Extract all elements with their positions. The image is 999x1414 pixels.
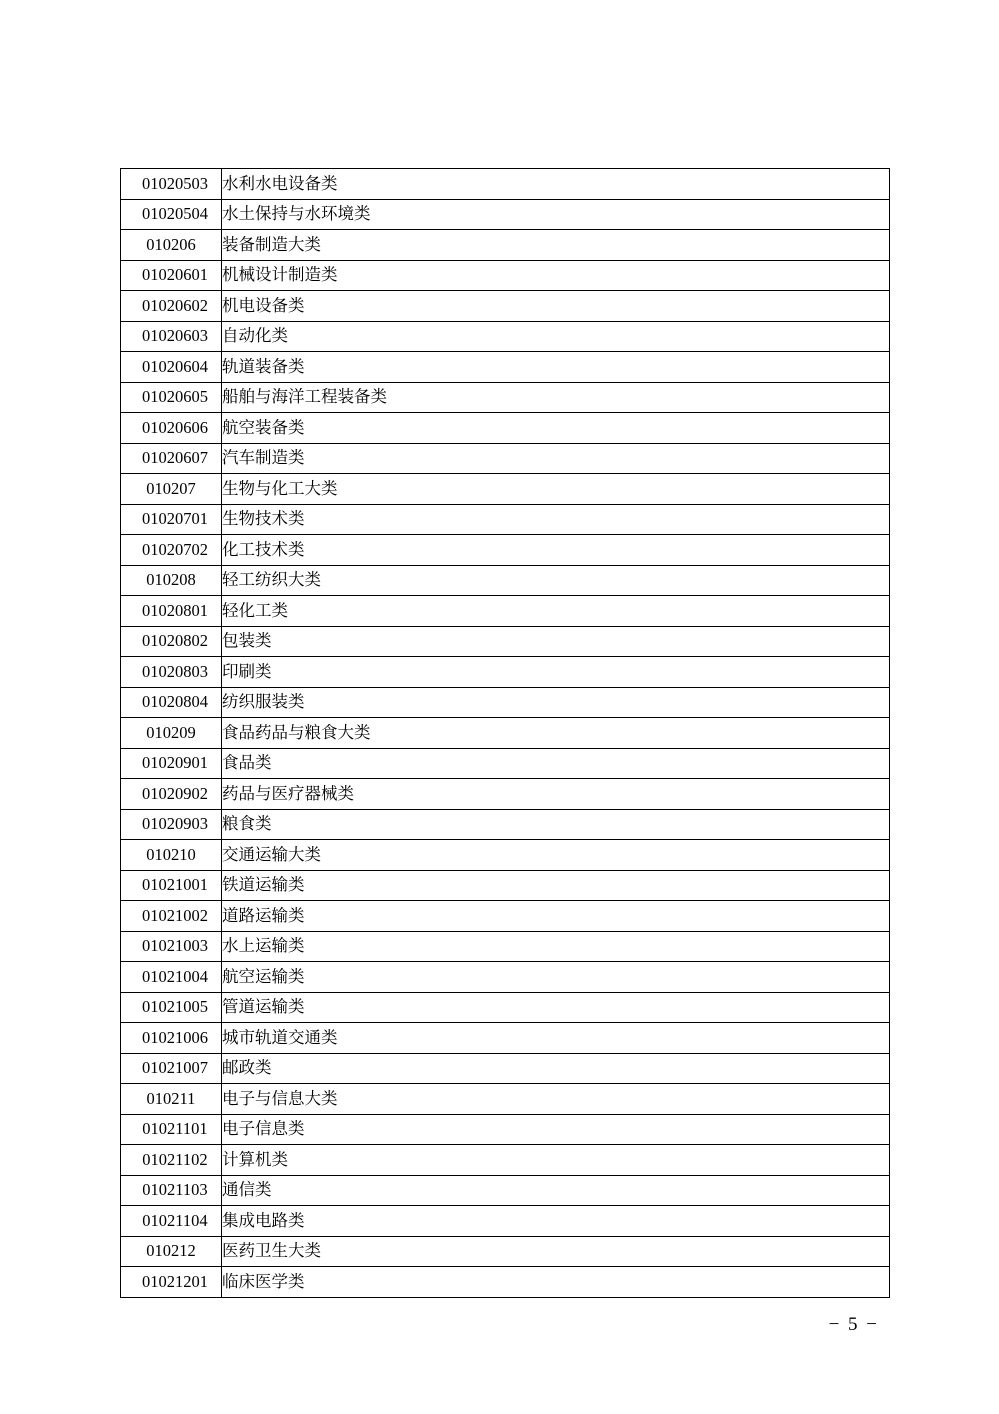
table-row <box>121 718 890 749</box>
category-name-cell: 计算机类 <box>222 1145 890 1176</box>
table-body <box>121 169 890 1298</box>
category-name-cell: 印刷类 <box>222 657 890 688</box>
category-code-cell: 01020903 <box>121 809 222 840</box>
category-name-cell: 生物与化工大类 <box>222 474 890 505</box>
category-code-cell: 01020606 <box>121 413 222 444</box>
category-code-cell: 01020803 <box>121 657 222 688</box>
table-row <box>121 1114 890 1145</box>
category-code-cell: 01020604 <box>121 352 222 383</box>
category-name-cell: 航空装备类 <box>222 413 890 444</box>
table-row <box>121 199 890 230</box>
category-code-cell: 01020605 <box>121 382 222 413</box>
category-name-cell: 装备制造大类 <box>222 230 890 261</box>
category-code-cell: 01021102 <box>121 1145 222 1176</box>
table-row <box>121 169 890 200</box>
category-name-cell: 包装类 <box>222 626 890 657</box>
table-row <box>121 748 890 779</box>
category-code-cell: 01020602 <box>121 291 222 322</box>
category-name-cell: 水土保持与水环境类 <box>222 199 890 230</box>
category-code-cell: 010211 <box>121 1084 222 1115</box>
table-row <box>121 321 890 352</box>
table-row <box>121 809 890 840</box>
category-name-cell: 机械设计制造类 <box>222 260 890 291</box>
table-row <box>121 1175 890 1206</box>
category-code-cell: 01021006 <box>121 1023 222 1054</box>
table-row <box>121 840 890 871</box>
category-name-cell: 交通运输大类 <box>222 840 890 871</box>
category-code-cell: 010209 <box>121 718 222 749</box>
category-code-cell: 01020601 <box>121 260 222 291</box>
category-name-cell: 医药卫生大类 <box>222 1236 890 1267</box>
table-row <box>121 1145 890 1176</box>
category-name-cell: 汽车制造类 <box>222 443 890 474</box>
table-row <box>121 596 890 627</box>
category-name-cell: 食品类 <box>222 748 890 779</box>
table-row <box>121 382 890 413</box>
category-code-cell: 01021002 <box>121 901 222 932</box>
table-row <box>121 870 890 901</box>
category-code-cell: 01021201 <box>121 1267 222 1298</box>
page-number: − 5 − <box>828 1314 879 1335</box>
category-name-cell: 通信类 <box>222 1175 890 1206</box>
category-code-cell: 01020504 <box>121 199 222 230</box>
table-row <box>121 291 890 322</box>
category-name-cell: 城市轨道交通类 <box>222 1023 890 1054</box>
table-row <box>121 443 890 474</box>
table-row <box>121 901 890 932</box>
category-name-cell: 集成电路类 <box>222 1206 890 1237</box>
category-code-cell: 01020607 <box>121 443 222 474</box>
category-name-cell: 化工技术类 <box>222 535 890 566</box>
category-name-cell: 轻化工类 <box>222 596 890 627</box>
category-name-cell: 纺织服装类 <box>222 687 890 718</box>
category-code-cell: 01020603 <box>121 321 222 352</box>
category-name-cell: 食品药品与粮食大类 <box>222 718 890 749</box>
table-row <box>121 1053 890 1084</box>
category-name-cell: 船舶与海洋工程装备类 <box>222 382 890 413</box>
table-row <box>121 565 890 596</box>
table-row <box>121 413 890 444</box>
category-code-cell: 01021001 <box>121 870 222 901</box>
category-name-cell: 道路运输类 <box>222 901 890 932</box>
category-code-table <box>120 168 890 1298</box>
category-code-cell: 01020701 <box>121 504 222 535</box>
category-name-cell: 粮食类 <box>222 809 890 840</box>
category-code-cell: 01021104 <box>121 1206 222 1237</box>
table-row <box>121 1084 890 1115</box>
category-code-cell: 010212 <box>121 1236 222 1267</box>
category-name-cell: 药品与医疗器械类 <box>222 779 890 810</box>
category-name-cell: 生物技术类 <box>222 504 890 535</box>
category-name-cell: 机电设备类 <box>222 291 890 322</box>
table-row <box>121 260 890 291</box>
category-code-cell: 01020901 <box>121 748 222 779</box>
category-code-cell: 01021101 <box>121 1114 222 1145</box>
table-row <box>121 657 890 688</box>
category-name-cell: 铁道运输类 <box>222 870 890 901</box>
category-name-cell: 临床医学类 <box>222 1267 890 1298</box>
table-row <box>121 1206 890 1237</box>
table-row <box>121 779 890 810</box>
table-row <box>121 504 890 535</box>
table-row <box>121 1023 890 1054</box>
category-code-cell: 010208 <box>121 565 222 596</box>
category-name-cell: 自动化类 <box>222 321 890 352</box>
table-row <box>121 1236 890 1267</box>
category-code-cell: 01021007 <box>121 1053 222 1084</box>
category-name-cell: 管道运输类 <box>222 992 890 1023</box>
category-code-cell: 01020902 <box>121 779 222 810</box>
category-code-cell: 01020804 <box>121 687 222 718</box>
category-code-cell: 01020503 <box>121 169 222 200</box>
category-code-cell: 010206 <box>121 230 222 261</box>
table-row <box>121 230 890 261</box>
category-code-cell: 01020801 <box>121 596 222 627</box>
table-row <box>121 535 890 566</box>
category-code-cell: 01020802 <box>121 626 222 657</box>
table-row <box>121 474 890 505</box>
category-code-cell: 01021003 <box>121 931 222 962</box>
category-code-cell: 01021103 <box>121 1175 222 1206</box>
table-row <box>121 687 890 718</box>
table-row <box>121 1267 890 1298</box>
category-name-cell: 电子与信息大类 <box>222 1084 890 1115</box>
table-row <box>121 352 890 383</box>
category-name-cell: 轻工纺织大类 <box>222 565 890 596</box>
category-name-cell: 水上运输类 <box>222 931 890 962</box>
category-code-cell: 01021005 <box>121 992 222 1023</box>
category-code-cell: 01020702 <box>121 535 222 566</box>
category-name-cell: 电子信息类 <box>222 1114 890 1145</box>
table-row <box>121 962 890 993</box>
table-row <box>121 626 890 657</box>
category-code-cell: 010210 <box>121 840 222 871</box>
category-code-cell: 010207 <box>121 474 222 505</box>
category-name-cell: 水利水电设备类 <box>222 169 890 200</box>
table-row <box>121 931 890 962</box>
category-code-cell: 01021004 <box>121 962 222 993</box>
category-name-cell: 邮政类 <box>222 1053 890 1084</box>
table-row <box>121 992 890 1023</box>
category-name-cell: 航空运输类 <box>222 962 890 993</box>
category-name-cell: 轨道装备类 <box>222 352 890 383</box>
